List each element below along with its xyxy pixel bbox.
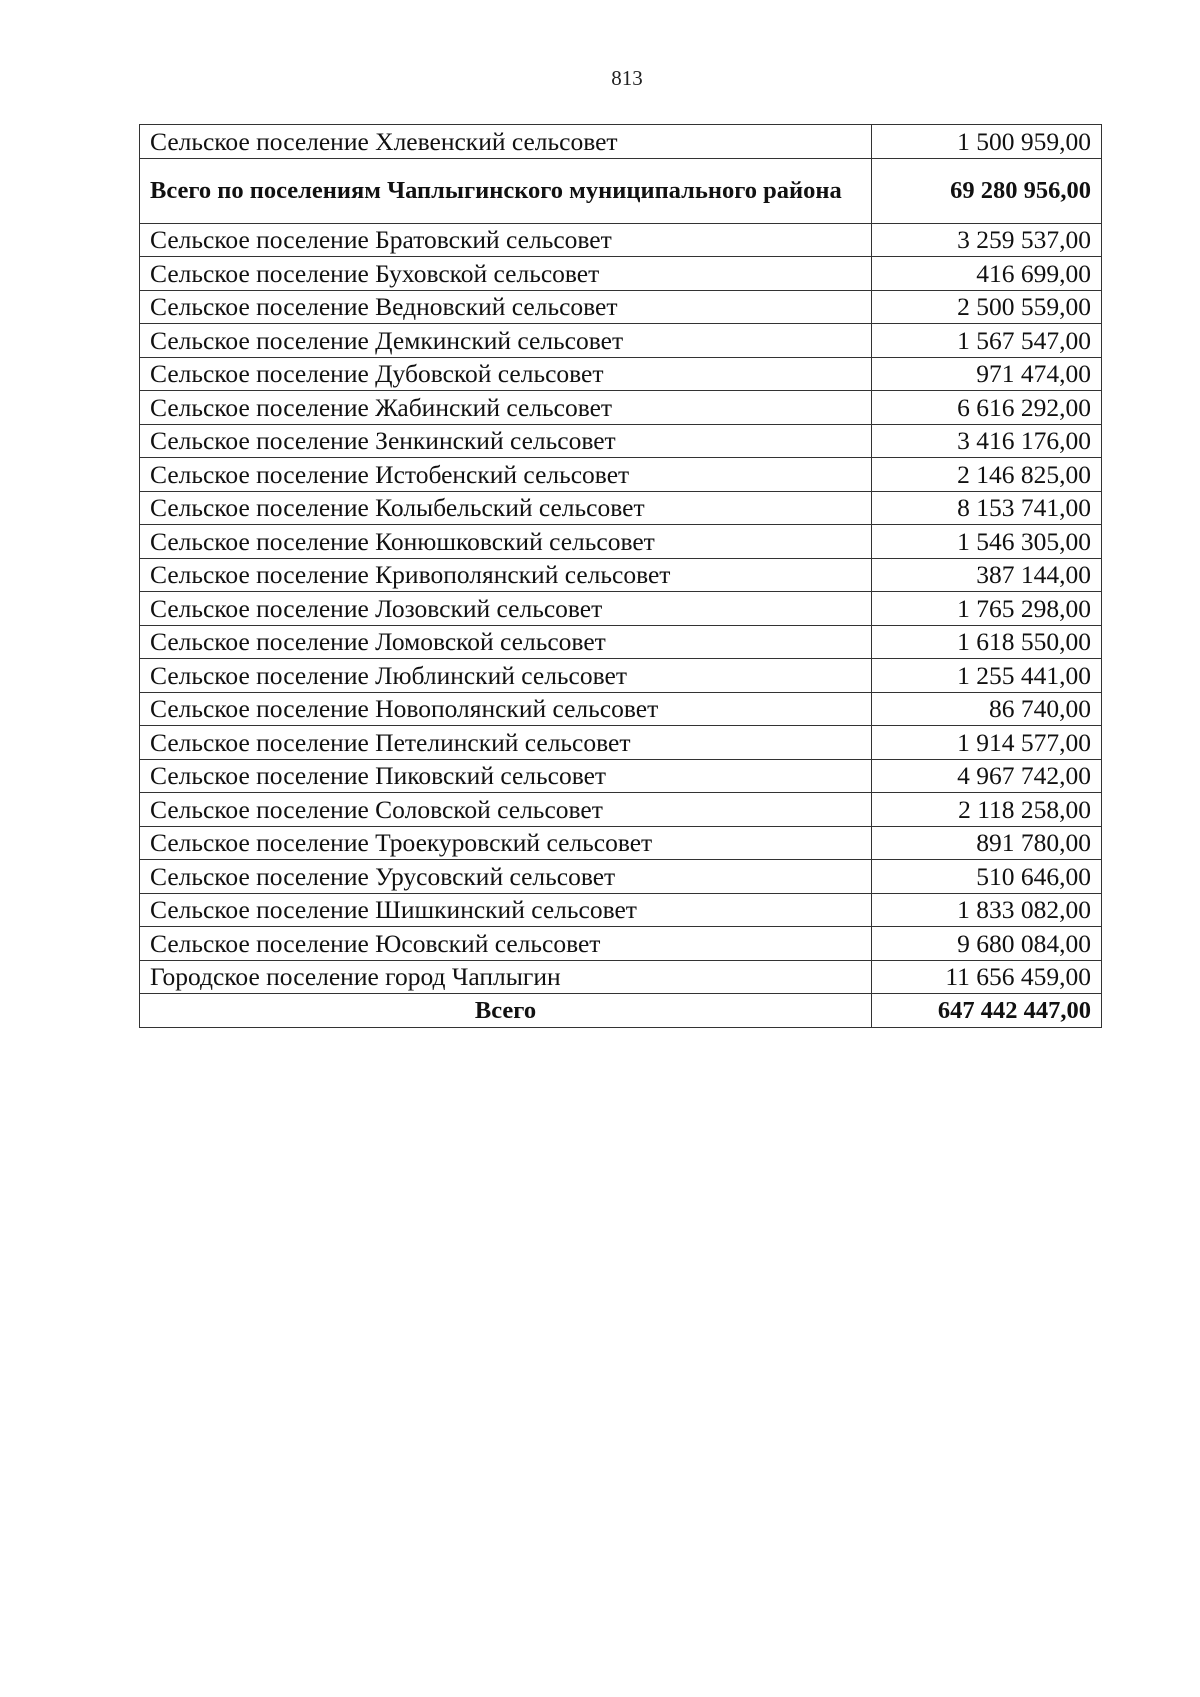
settlement-amount: 3 259 537,00 xyxy=(872,223,1102,257)
settlement-amount: 8 153 741,00 xyxy=(872,491,1102,525)
table-row xyxy=(140,860,1102,894)
settlement-amount: 2 118 258,00 xyxy=(872,793,1102,827)
settlement-amount: 1 255 441,00 xyxy=(872,659,1102,693)
settlement-amount: 387 144,00 xyxy=(872,558,1102,592)
settlement-name: Сельское поселение Урусовский сельсовет xyxy=(140,860,872,894)
table-row xyxy=(140,324,1102,358)
subtotal-label: Всего по поселениям Чаплыгинского муниципального района xyxy=(140,158,872,223)
table-row xyxy=(140,726,1102,760)
page-number: 813 xyxy=(611,66,643,90)
settlement-name: Сельское поселение Шишкинский сельсовет xyxy=(140,893,872,927)
table-row xyxy=(140,491,1102,525)
allocation-table xyxy=(139,124,1102,1028)
settlement-name: Сельское поселение Петелинский сельсовет xyxy=(140,726,872,760)
settlement-amount: 1 500 959,00 xyxy=(872,125,1102,159)
settlement-name: Сельское поселение Буховской сельсовет xyxy=(140,257,872,291)
settlement-amount: 891 780,00 xyxy=(872,826,1102,860)
subtotal-row xyxy=(140,158,1102,223)
settlement-amount: 416 699,00 xyxy=(872,257,1102,291)
settlement-name: Сельское поселение Новополянский сельсовет xyxy=(140,692,872,726)
settlement-name: Сельское поселение Братовский сельсовет xyxy=(140,223,872,257)
settlement-name: Сельское поселение Люблинский сельсовет xyxy=(140,659,872,693)
table-row xyxy=(140,692,1102,726)
settlement-name: Сельское поселение Колыбельский сельсовет xyxy=(140,491,872,525)
table-row xyxy=(140,424,1102,458)
settlement-amount: 6 616 292,00 xyxy=(872,391,1102,425)
table-row xyxy=(140,927,1102,961)
table-row xyxy=(140,458,1102,492)
settlement-name: Сельское поселение Зенкинский сельсовет xyxy=(140,424,872,458)
table-row xyxy=(140,759,1102,793)
settlement-amount: 971 474,00 xyxy=(872,357,1102,391)
settlement-amount: 4 967 742,00 xyxy=(872,759,1102,793)
settlement-name: Сельское поселение Юсовский сельсовет xyxy=(140,927,872,961)
settlement-name: Сельское поселение Соловской сельсовет xyxy=(140,793,872,827)
settlement-amount: 9 680 084,00 xyxy=(872,927,1102,961)
settlement-amount: 510 646,00 xyxy=(872,860,1102,894)
settlement-amount: 2 146 825,00 xyxy=(872,458,1102,492)
settlement-amount: 1 833 082,00 xyxy=(872,893,1102,927)
settlement-name: Сельское поселение Троекуровский сельсовет xyxy=(140,826,872,860)
settlement-amount: 1 546 305,00 xyxy=(872,525,1102,559)
settlement-amount: 1 567 547,00 xyxy=(872,324,1102,358)
settlement-name: Сельское поселение Ведновский сельсовет xyxy=(140,290,872,324)
settlement-name: Сельское поселение Дубовской сельсовет xyxy=(140,357,872,391)
settlement-name: Городское поселение город Чаплыгин xyxy=(140,960,872,994)
total-amount: 647 442 447,00 xyxy=(872,994,1102,1028)
table-row xyxy=(140,223,1102,257)
settlement-amount: 11 656 459,00 xyxy=(872,960,1102,994)
table-row xyxy=(140,659,1102,693)
table-row xyxy=(140,257,1102,291)
table-row xyxy=(140,357,1102,391)
settlement-name: Сельское поселение Пиковский сельсовет xyxy=(140,759,872,793)
settlement-amount: 86 740,00 xyxy=(872,692,1102,726)
table-body xyxy=(140,125,1102,1028)
settlement-name: Сельское поселение Жабинский сельсовет xyxy=(140,391,872,425)
settlement-amount: 1 914 577,00 xyxy=(872,726,1102,760)
settlement-name: Сельское поселение Демкинский сельсовет xyxy=(140,324,872,358)
settlement-name: Сельское поселение Конюшковский сельсовет xyxy=(140,525,872,559)
settlement-name: Сельское поселение Кривополянский сельсовет xyxy=(140,558,872,592)
table-row xyxy=(140,558,1102,592)
total-label: Всего xyxy=(140,994,872,1028)
table-row xyxy=(140,793,1102,827)
table-row xyxy=(140,893,1102,927)
table-row xyxy=(140,125,1102,159)
settlement-amount: 1 618 550,00 xyxy=(872,625,1102,659)
table-row xyxy=(140,592,1102,626)
table-row xyxy=(140,525,1102,559)
subtotal-amount: 69 280 956,00 xyxy=(872,158,1102,223)
table-row xyxy=(140,960,1102,994)
table-row xyxy=(140,290,1102,324)
total-row xyxy=(140,994,1102,1028)
settlement-amount: 2 500 559,00 xyxy=(872,290,1102,324)
settlement-name: Сельское поселение Истобенский сельсовет xyxy=(140,458,872,492)
settlement-amount: 3 416 176,00 xyxy=(872,424,1102,458)
table-row xyxy=(140,391,1102,425)
table-row xyxy=(140,625,1102,659)
settlement-name: Сельское поселение Ломовской сельсовет xyxy=(140,625,872,659)
table-row xyxy=(140,826,1102,860)
settlement-amount: 1 765 298,00 xyxy=(872,592,1102,626)
settlement-name: Сельское поселение Хлевенский сельсовет xyxy=(140,125,872,159)
settlement-name: Сельское поселение Лозовский сельсовет xyxy=(140,592,872,626)
